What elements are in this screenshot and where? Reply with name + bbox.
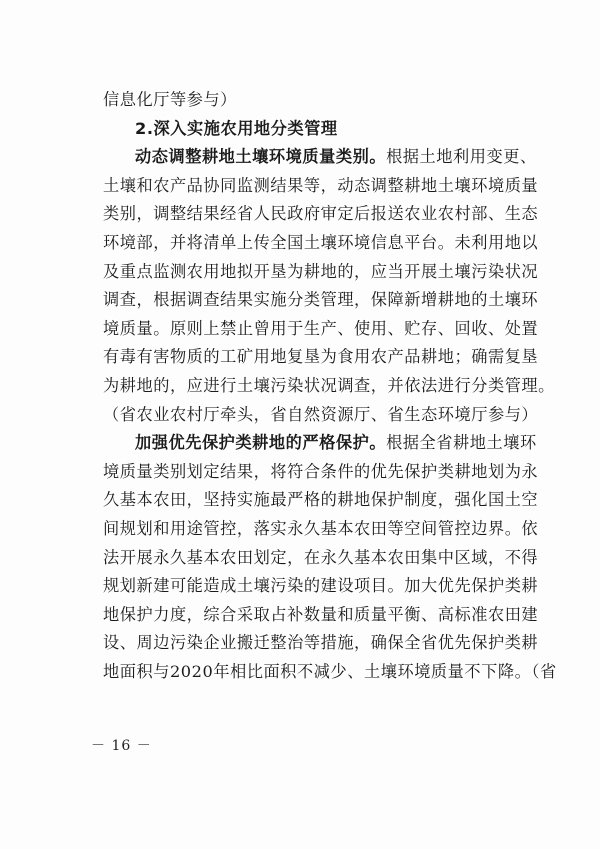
section-heading: 2.深入实施农用地分类管理 xyxy=(135,118,338,138)
paragraph-2-line-0: 根据全省耕地土壤环 xyxy=(386,433,537,453)
paragraph-2-line: 间规划和用途管控，落实永久基本农田等空间管控边界。依 xyxy=(103,518,539,538)
paragraph-2-line: 久基本农田，坚持实施最严格的耕地保护制度，强化国土空 xyxy=(103,490,539,510)
paragraph-1-line: 境质量。原则上禁止曾用于生产、使用、贮存、回收、处置 xyxy=(103,318,539,338)
paragraph-1-line: （省农业农村厅牵头，省自然资源厅、省生态环境厅参与） xyxy=(103,404,539,424)
paragraph-2-first-line xyxy=(103,429,537,458)
paragraph-1-line: 环境部，并将清单上传全国土壤环境信息平台。未利用地以 xyxy=(103,232,539,252)
paragraph-1-line: 类别，调整结果经省人民政府审定后报送农业农村部、生态 xyxy=(103,204,539,224)
paragraph-2-line: 规划新建可能造成土壤污染的建设项目。加大优先保护类耕 xyxy=(103,576,539,596)
paragraph-1-line: 为耕地的，应进行土壤污染状况调查，并依法进行分类管理。 xyxy=(103,375,555,395)
paragraph-2-line: 法开展永久基本农田划定，在永久基本农田集中区域，不得 xyxy=(103,547,539,567)
paragraph-2-line: 设、周边污染企业搬迁整治等措施，确保全省优先保护类耕 xyxy=(103,633,539,653)
page-body xyxy=(103,86,557,686)
carry-over-line: 信息化厅等参与） xyxy=(103,90,237,109)
paragraph-2-line: 地面积与2020年相比面积不减少、土壤环境质量不下降。（省 xyxy=(103,661,557,681)
paragraph-1-line: 土壤和农产品协同监测结果等，动态调整耕地土壤环境质量 xyxy=(103,175,539,195)
page-number: － 16 － xyxy=(91,738,152,754)
paragraph-1-first-line xyxy=(103,143,537,172)
paragraph-1-line: 有毒有害物质的工矿用地复垦为食用农产品耕地；确需复垦 xyxy=(103,347,539,367)
paragraph-2-line: 境质量类别划定结果，将符合条件的优先保护类耕地划为永 xyxy=(103,461,539,481)
paragraph-1-line-0: 根据土地利用变更、 xyxy=(386,147,537,167)
paragraph-2-bold-lead: 加强优先保护类耕地的严格保护。 xyxy=(135,433,387,453)
paragraph-1-bold-lead: 动态调整耕地土壤环境质量类别。 xyxy=(135,147,387,167)
paragraph-1-line: 及重点监测农用地拟开垦为耕地的，应当开展土壤污染状况 xyxy=(103,261,539,281)
paragraph-2-line: 地保护力度，综合采取占补数量和质量平衡、高标准农田建 xyxy=(103,604,539,624)
paragraph-1-line: 调查，根据调查结果实施分类管理，保障新增耕地的土壤环 xyxy=(103,290,539,310)
